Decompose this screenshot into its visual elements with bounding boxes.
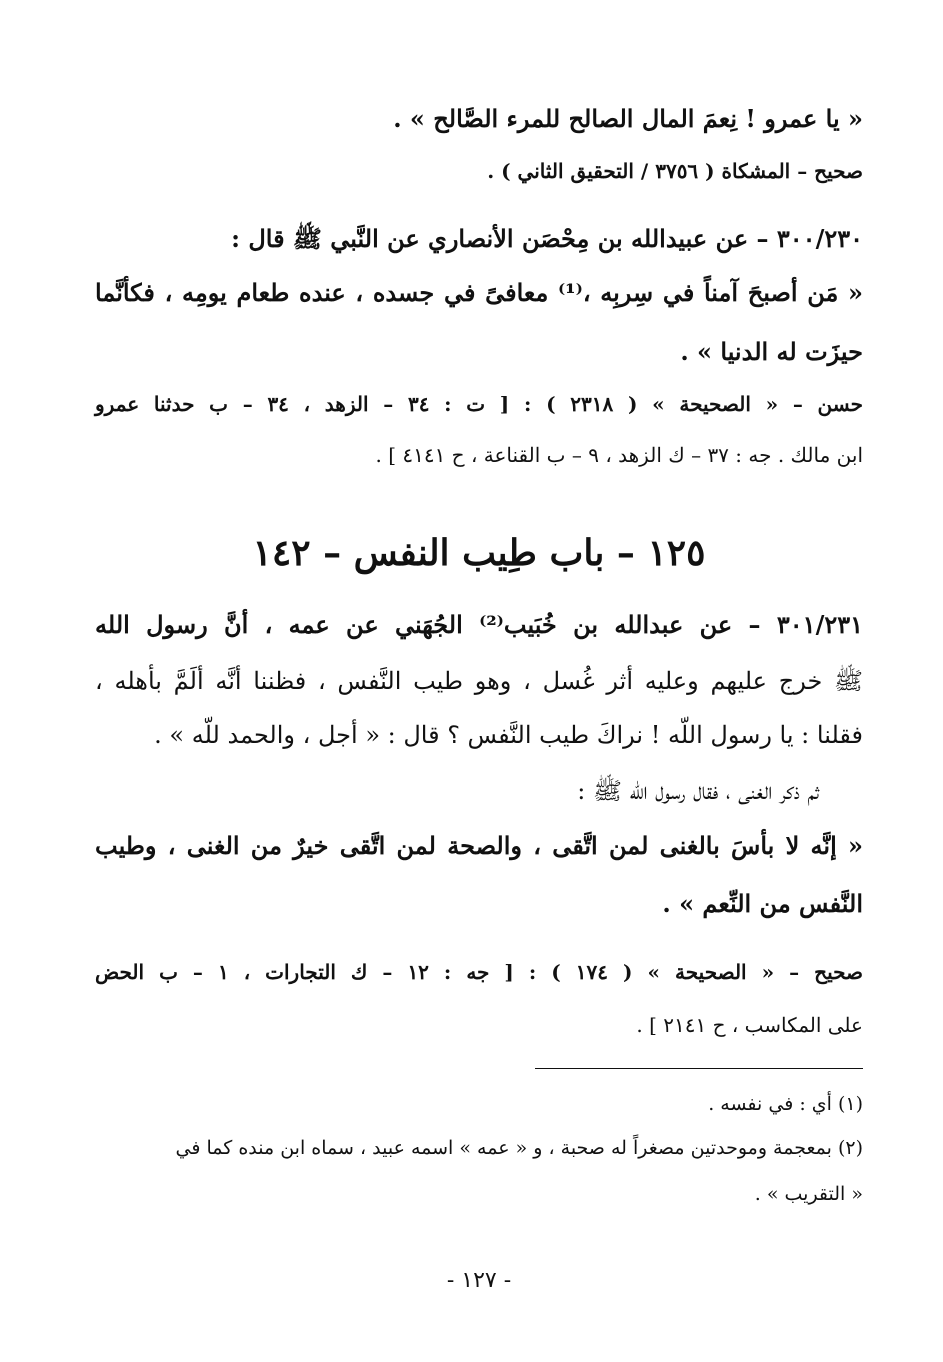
hadith-text-line: « مَن أصبحَ آمناً في سِربِه ،⁽¹⁾ معافىً في جسده ، عنده طعام يومِه ، فكأنَّما <box>95 278 864 307</box>
reference-line: ابن مالك . جه : ٣٧ – ك الزهد ، ٩ – ب القناعة ، ح ٤١٤١ ] . <box>375 443 863 467</box>
grading-line: صحيح – « الصحيحة » ( ١٧٤ ) : [ جه : ١٢ – ك التجارات ، ١ – ب الحض <box>95 960 863 984</box>
hadith-text-line: « يا عمرو ! نِعمَ المال الصالح للمرء الصَّالح » . <box>393 104 863 133</box>
footnote-separator <box>535 1068 863 1069</box>
hadith-text-line: حيزَت له الدنيا » . <box>680 337 863 366</box>
hadith-heading-line: ٣٠٠/٢٣٠ – عن عبيدالله بن مِحْصَن الأنصاري عن النَّبي ﷺ قال : <box>231 224 863 253</box>
hadith-text-line: ثم ذكر الغنى ، فقال رسول اللّه ﷺ : <box>577 777 819 805</box>
chapter-title: ١٢٥ – باب طِيب النفس – ١٤٢ <box>252 532 706 574</box>
book-page <box>95 0 863 1362</box>
grading-line: صحيح – المشكاة ( ٣٧٥٦ / التحقيق الثاني ) . <box>487 159 863 183</box>
hadith-text-line: « إنَّه لا بأسَ بالغنى لمن اتَّقى ، والصحة لمن اتَّقى خيرٌ من الغنى ، وطيب <box>95 831 863 860</box>
page-number: - ١٢٧ - <box>446 1268 512 1293</box>
hadith-text-line: النَّفس من النِّعم » . <box>662 889 863 918</box>
footnote-line: (١) أي : في نفسه . <box>708 1093 863 1115</box>
reference-line: على المكاسب ، ح ٢١٤١ ] . <box>636 1013 863 1037</box>
footnote-line: (٢) بمعجمة وموحدتين مصغراً له صحبة ، و « عمه » اسمه عبيد ، سماه ابن منده كما في <box>175 1137 863 1159</box>
hadith-heading-line: ٣٠١/٢٣١ – عن عبدالله بن خُبَيب⁽²⁾ الجُهَني عن عمه ، أنَّ رسول الله <box>95 610 863 639</box>
footnote-line: « التقريب » . <box>754 1183 863 1205</box>
grading-line: حسن – « الصحيحة » ( ٢٣١٨ ) : [ ت : ٣٤ – الزهد ، ٣٤ – ب حدثنا عمرو <box>95 392 863 416</box>
hadith-text-line: فقلنا : يا رسول اللّه ! نراكَ طيب النَّفس ؟ قال : « أجل ، والحمد للّه » . <box>154 721 863 749</box>
hadith-text-line: ﷺ خرج عليهم وعليه أثر غُسل ، وهو طيب النَّفس ، فظننا أنَّه ألَمَّ بأهله ، <box>95 667 863 695</box>
